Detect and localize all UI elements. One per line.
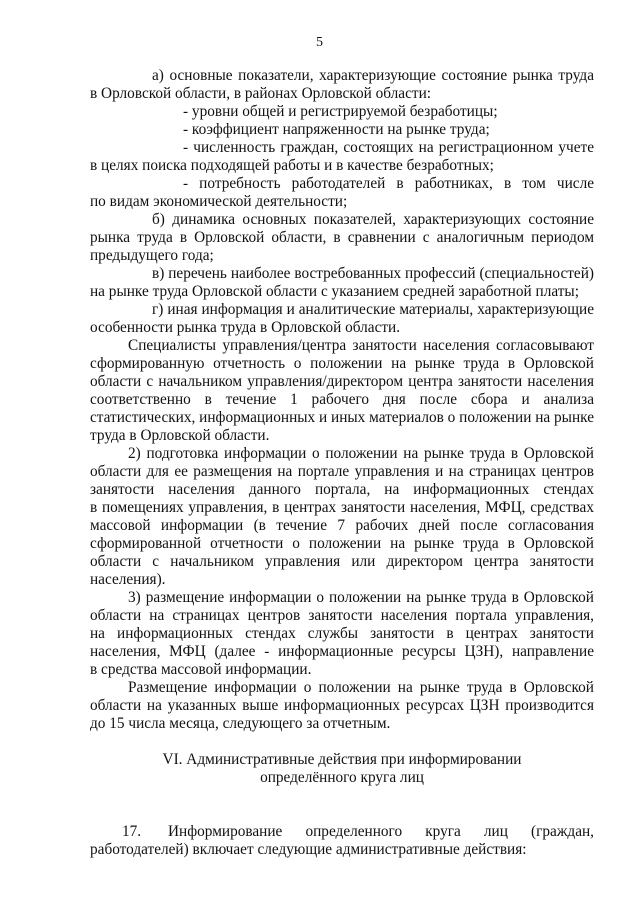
text-line: - численность граждан, состоящих на регистрационном учете [183,139,594,156]
text-line: в помещениях управления, в центрах занятости населения, МФЦ, средствах [90,499,594,516]
text-line: соответственно в течение 1 рабочего дня после сбора и анализа [90,391,594,408]
text-line: в средства массовой информации. [90,661,312,678]
text-line: в Орловской области, в районах Орловской области: [90,85,432,102]
text-line: труда в Орловской области. [90,427,270,444]
text-line: на рынке труда Орловской области с указанием средней заработной платы; [90,283,579,300]
text-line: сформированную отчетность о положении на рынке труда в Орловской [90,355,594,372]
text-line: на информационных стендах службы занятости в центрах занятости [90,625,594,642]
section-title: VI. Административные действия при информировании [162,751,522,768]
page-number: 5 [316,35,323,50]
text-line: 2) подготовка информации о положении на рынке труда в Орловской [128,445,594,462]
text-line: области с начальником управления или директором центра занятости [90,553,594,570]
text-line: области с начальником управления/директором центра занятости населения [90,373,594,390]
text-line: до 15 числа месяца, следующего за отчетным. [90,715,391,732]
text-line: предыдущего года; [90,247,214,264]
text-line: области на указанных выше информационных ресурсах ЦЗН производится [90,697,594,714]
text-line: - уровни общей и регистрируемой безработицы; [183,103,498,120]
text-line: в) перечень наиболее востребованных профессий (специальностей) [152,265,594,282]
section-title: определённого круга лиц [260,769,424,786]
text-line: особенности рынка труда в Орловской области. [90,319,401,336]
text-line: области для ее размещения на портале управления и на страницах центров [90,463,594,480]
text-line: а) основные показатели, характеризующие состояние рынка труда [152,67,594,84]
text-line: - потребность работодателей в работниках, в том числе [183,175,594,192]
text-line: Информирование определенного круга лиц (граждан, [168,823,594,840]
text-line: области на страницах центров занятости населения портала управления, [90,607,594,624]
text-line: населения, МФЦ (далее - информационные ресурсы ЦЗН), направление [90,643,594,660]
text-line: работодателей) включает следующие административные действия: [90,841,527,858]
text-line: Размещение информации о положении на рынке труда в Орловской [128,679,594,696]
text-line: г) иная информация и аналитические материалы, характеризующие [152,301,594,318]
text-line: по видам экономической деятельности; [90,193,348,210]
item-number: 17. [122,823,142,840]
text-line: - коэффициент напряженности на рынке труда; [183,121,490,138]
text-line: 3) размещение информации о положении на рынке труда в Орловской [128,589,594,606]
text-line: массовой информации (в течение 7 рабочих дней после согласования [90,517,594,534]
text-line: в целях поиска подходящей работы и в качестве безработных; [90,157,494,174]
text-line: статистических, информационных и иных материалов о положении на рынке [90,409,594,426]
text-line: сформированной отчетности о положении на рынке труда в Орловской [90,535,594,552]
text-line: б) динамика основных показателей, характеризующих состояние [152,211,594,228]
text-line: населения). [90,571,166,588]
text-line: Специалисты управления/центра занятости населения согласовывают [128,337,594,354]
text-line: занятости населения данного портала, на информационных стендах [90,481,594,498]
text-line: рынка труда в Орловской области, в сравнении с аналогичным периодом [90,229,594,246]
